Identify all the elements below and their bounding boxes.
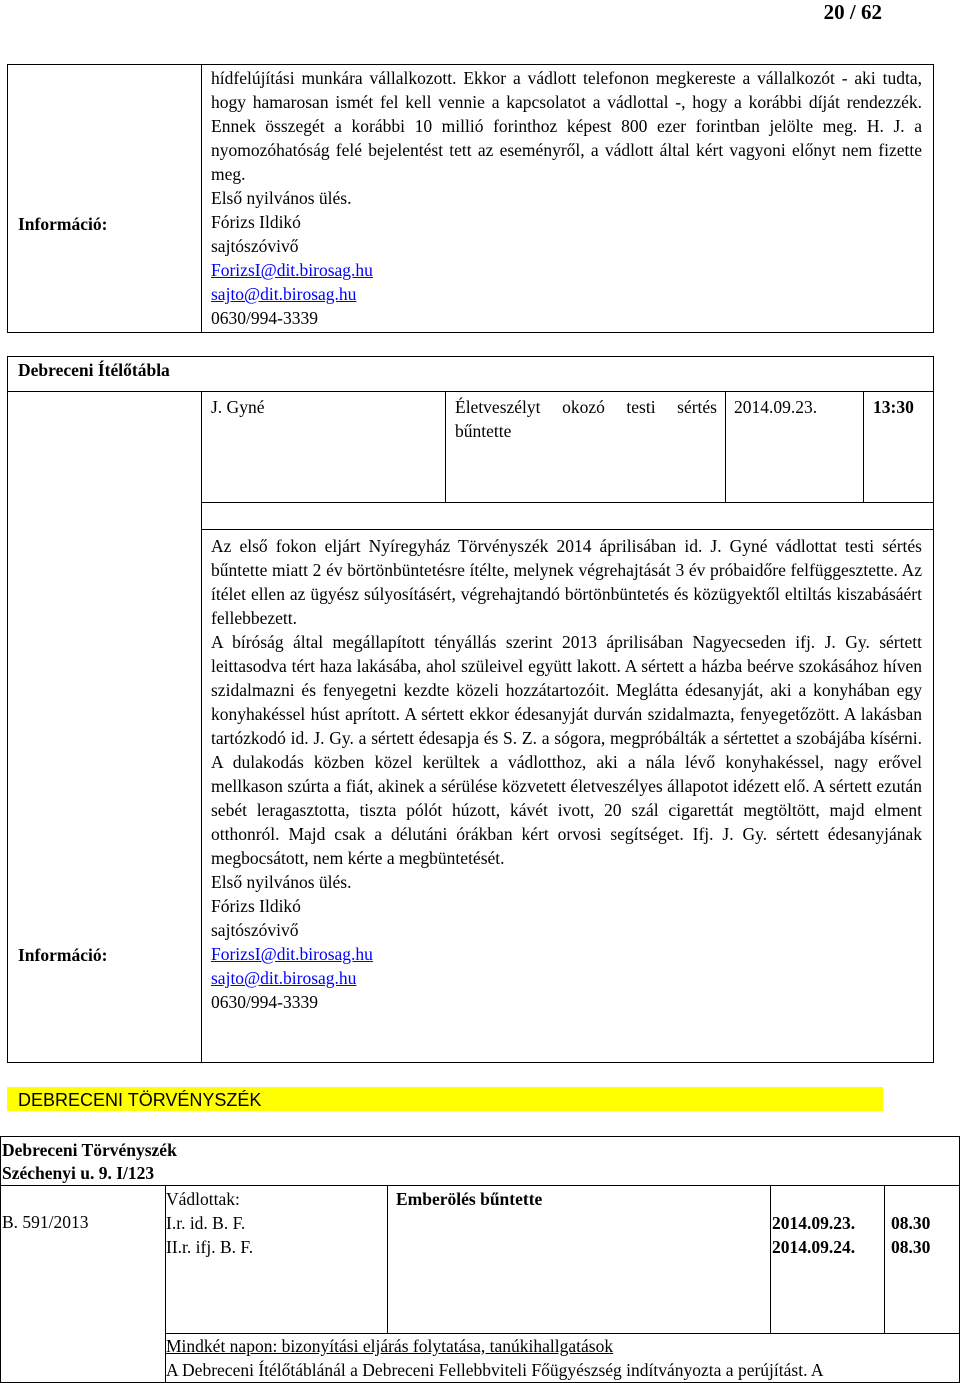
info-text-1 [211,66,922,330]
info-label-2: Információ: [18,945,108,965]
case2-time: 13:30 [873,397,914,417]
case-description-1: hídfelújítási munkára vállalkozott. Ekkor a vádlott telefonon megkereste a vállalkozót - aki tudta, hogy hamarosan ismét fel kell vennie a kapcsolatot a vádlottal -, hogy a korábbi díját rendezzék. Ennek összegét a korábbi 10 millió forinthoz képest 800 ezer forintban jelölte meg. H. J. a nyomozóhatóság felé bejelentést tett az eseményről, a vádlott által kért vagyoni előnyt nem fizette meg. [211,68,922,184]
court-date-cell [770,1185,885,1334]
hearing-type-1: Első nyilvános ülés. [211,188,352,208]
court-date-2: 2014.09.24. [772,1237,856,1257]
case2-spacer-cell [201,502,934,530]
court-banner-text: DEBRECENI TÖRVÉNYSZÉK [18,1090,262,1110]
info-label-cell-1 [7,64,202,333]
court-time-cell [884,1185,960,1334]
email-link-2b[interactable]: sajto@dit.birosag.hu [211,968,357,988]
case2-charge: Életveszélyt okozó testi sértés bűntette [455,397,717,441]
court-defendant-1: I.r. id. B. F. [166,1213,246,1233]
case-paragraph-2b: A bíróság által megállapított tényállás szerint 2013 áprilisában Nagyecseden ifj. J. Gy. sértett leittasodva tért haza lakásába, ahol szüleivel együtt lakott. A sértett a házba beérve szokásához híven szidalmazni és fenyegetni kezdte közeli hozzátartozóit. Meglátta édesanyját, aki a konyhában egy konyhakéssel húst aprított. A sértett ekkor édesanyját durván szidalmazta, fenyegetőzött. A lakásban tartózkodó id. J. Gy. a sértett édesapja és S. Z. a sógora, megpróbálták a sértettet a szobájába kísérni. A dulakodás közben közel kerültek a vádlotthoz, aki a nála lévő konyhakéssel, nagy erővel mellkason szúrta a fiát, akinek a sérülése közvetett életveszélyes állapotot idézett elő. A sértett ezután sebét leragasztotta, tiszta pólót húzott, kávét ivott, 20 szál cigarettát megtöltött, majd elment otthonról. Majd csak a délutáni órákban kért orvosi segítséget. Ifj. J. Gy. sértett édesanyjának megbocsátott, nem kérte a megbüntetését. [211,632,922,868]
contact-name-2: Fórizs Ildikó [211,896,301,916]
court-case-number: B. 591/2013 [2,1212,89,1232]
court-charge: Emberölés bűntette [396,1189,543,1209]
court-defendants-label: Vádlottak: [166,1189,240,1209]
contact-name-1: Fórizs Ildikó [211,212,301,232]
section-title: Debreceni Ítélőtábla [18,360,170,380]
contact-phone-2: 0630/994-3339 [211,992,318,1012]
hearing-type-2: Első nyilvános ülés. [211,872,352,892]
case2-date: 2014.09.23. [734,397,818,417]
court-time-1: 08.30 [891,1213,931,1233]
court-address: Széchenyi u. 9. I/123 [2,1163,155,1183]
email-link-1b[interactable]: sajto@dit.birosag.hu [211,284,357,304]
page-number: 20 / 62 [823,0,882,24]
email-link-2a[interactable]: ForizsI@dit.birosag.hu [211,944,373,964]
email-link-1a[interactable]: ForizsI@dit.birosag.hu [211,260,373,280]
info-text-2 [211,534,922,1014]
contact-role-1: sajtószóvivő [211,236,299,256]
court-note-2: A Debreceni Ítélőtáblánál a Debreceni Fellebbviteli Főügyészség indítványozta a perújítást. A [166,1360,824,1380]
court-date-1: 2014.09.23. [772,1213,856,1233]
court-note-1: Mindkét napon: bizonyítási eljárás folytatása, tanúkihallgatások [166,1336,614,1356]
court-time-2: 08.30 [891,1237,931,1257]
info-label-1: Információ: [18,214,108,234]
contact-phone-1: 0630/994-3339 [211,308,318,328]
contact-role-2: sajtószóvivő [211,920,299,940]
court-defendant-2: II.r. ifj. B. F. [166,1237,254,1257]
court-name: Debreceni Törvényszék [2,1140,177,1160]
case-paragraph-2a: Az első fokon eljárt Nyíregyház Törvényszék 2014 áprilisában id. J. Gyné vádlottat testi sértés bűntette miatt 2 év börtönbüntetésre ítélte, melynek végrehajtását 3 év próbaidőre felfüggesztette. Az ítélet ellen az ügyész súlyosításért, végrehajtandó börtönbüntetés és közügyektől eltiltás kiszabásáért fellebbezett. [211,536,922,628]
case2-defendant: J. Gyné [211,397,265,417]
